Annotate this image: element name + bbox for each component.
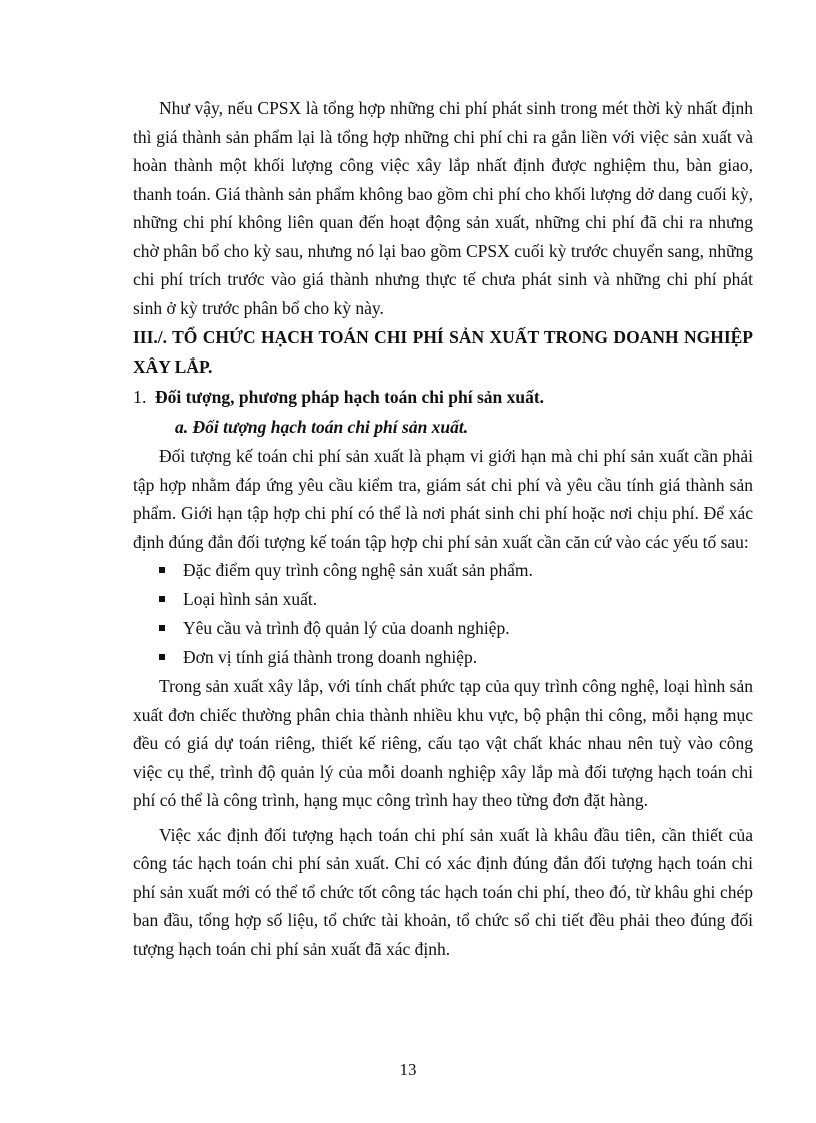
paragraph-2: Đối tượng kế toán chi phí sản xuất là phạm vi giới hạn mà chi phí sản xuất cần phải tập hợp nhằm đáp ứng yêu cầu kiểm tra, giám sát chi phí và yêu cầu tính giá thành sản phẩm. Giới hạn tập hợp chi phí có thể là nơi phát sinh chi phí hoặc nơi chịu phí. Để xác định đúng đắn đối tượng kế toán tập hợp chi phí sản xuất cần căn cứ vào các yếu tố sau: bbox=[133, 446, 753, 552]
list-item bbox=[133, 585, 753, 614]
section-heading: III./. TỔ CHỨC HẠCH TOÁN CHI PHÍ SẢN XUẤT TRONG DOANH NGHIỆP XÂY LẮP. bbox=[133, 327, 753, 377]
square-bullet-icon bbox=[159, 625, 165, 631]
square-bullet-icon bbox=[159, 596, 165, 602]
subheading-text: Đối tượng, phương pháp hạch toán chi phí sản xuất. bbox=[155, 387, 545, 407]
paragraph-4: Việc xác định đối tượng hạch toán chi phí sản xuất là khâu đầu tiên, cần thiết của công tác hạch toán chi phí sản xuất. Chỉ có xác định đúng đắn đối tượng hạch toán chi phí sản xuất mới có thể tổ chức tốt công tác hạch toán chi phí, theo đó, từ khâu ghi chép ban đầu, tổng hợp số liệu, tổ chức tài khoản, tổ chức sổ chi tiết đều phải theo đúng đối tượng hạch toán chi phí sản xuất đã xác định. bbox=[133, 824, 753, 959]
list-item bbox=[133, 643, 753, 672]
subheading bbox=[133, 382, 753, 412]
list-item-text: Loại hình sản xuất. bbox=[183, 589, 318, 609]
page-number: 13 bbox=[399, 1060, 417, 1079]
square-bullet-icon bbox=[159, 567, 165, 573]
list-item-text: Đơn vị tính giá thành trong doanh nghiệp. bbox=[183, 647, 478, 667]
page-content bbox=[133, 94, 753, 963]
bullet-list bbox=[133, 556, 753, 672]
list-item bbox=[133, 556, 753, 585]
list-item-text: Đặc điểm quy trình công nghệ sản xuất sản phẩm. bbox=[183, 560, 533, 580]
list-item bbox=[133, 614, 753, 643]
subheading-number: 1. bbox=[133, 387, 147, 407]
list-item-text: Yêu cầu và trình độ quản lý của doanh nghiệp. bbox=[183, 618, 510, 638]
paragraph-1: Như vậy, nếu CPSX là tổng hợp những chi phí phát sinh trong mét thời kỳ nhất định thì giá thành sản phẩm lại là tổng hợp những chi phí chi ra gắn liền với việc sản xuất và hoàn thành một khối lượng công việc xây lắp nhất định được nghiệm thu, bàn giao, thanh toán. Giá thành sản phẩm không bao gồm chi phí cho khối lượng dở dang cuối kỳ, những chi phí không liên quan đến hoạt động sản xuất, những chi phí đã chi ra nhưng chờ phân bổ cho kỳ sau, nhưng nó lại bao gồm CPSX cuối kỳ trước chuyển sang, những chi phí trích trước vào giá thành nhưng thực tế chưa phát sinh và những chi phí phát sinh ở kỳ trước phân bổ cho kỳ này. bbox=[133, 98, 753, 318]
square-bullet-icon bbox=[159, 654, 165, 660]
subsubheading: a. Đối tượng hạch toán chi phí sản xuất. bbox=[175, 417, 469, 437]
paragraph-3: Trong sản xuất xây lắp, với tính chất phức tạp của quy trình công nghệ, loại hình sản xuất đơn chiếc thường phân chia thành nhiều khu vực, bộ phận thi công, mỗi hạng mục đều có giá dự toán riêng, thiết kế riêng, cấu tạo vật chất khác nhau nên tuỳ vào công việc cụ thể, trình độ quản lý của mỗi doanh nghiệp xây lắp mà đối tượng hạch toán chi phí có thể là công trình, hạng mục công trình hay theo từng đơn đặt hàng. bbox=[133, 676, 753, 810]
